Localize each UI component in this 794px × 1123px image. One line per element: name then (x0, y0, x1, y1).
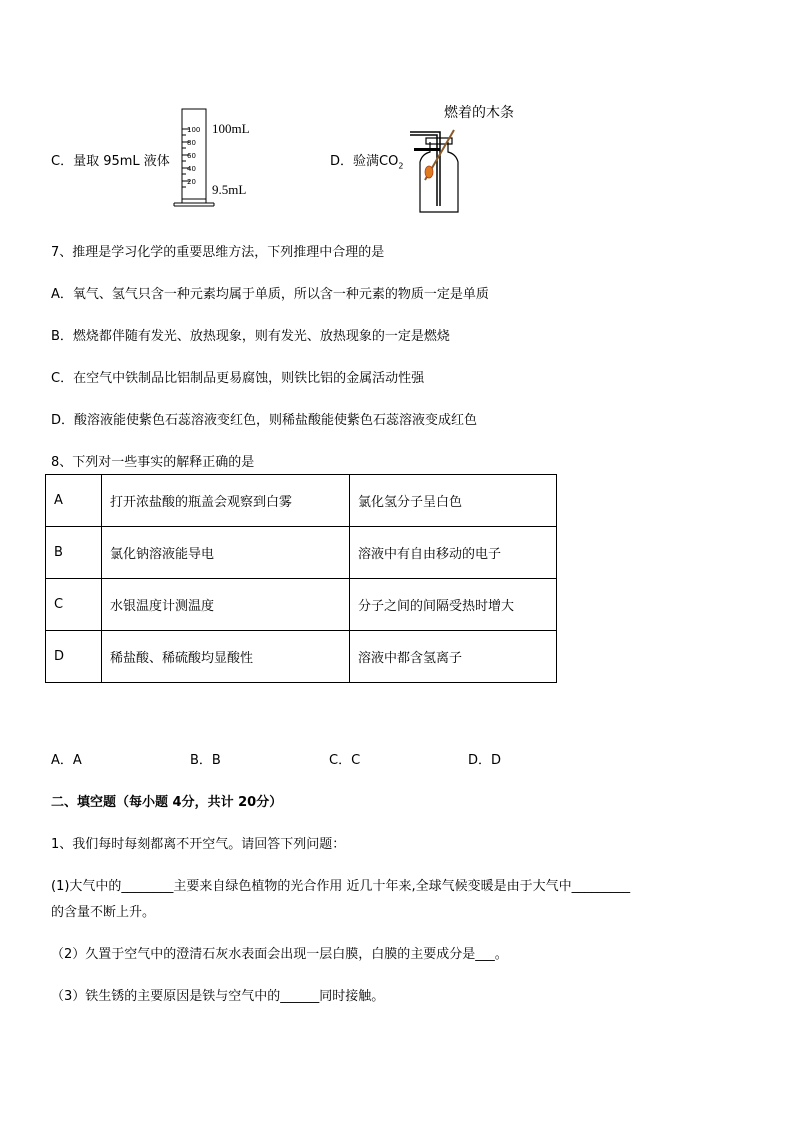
option-d-text (330, 150, 403, 171)
table-row (46, 527, 557, 579)
section-heading: 二、填空题（每小题 4分，共计 20分） (51, 795, 283, 810)
gas-collection-bottle-figure (400, 120, 480, 220)
cylinder-capacity-label: 100mL (212, 121, 250, 136)
fill1-stem: 1、我们每时每刻都离不开空气。请回答下列问题： (51, 837, 346, 852)
tick-label: 100 (187, 126, 201, 134)
table-row (46, 579, 557, 631)
table-cell: A (46, 475, 102, 527)
cylinder-reading-label: 9.5mL (212, 182, 247, 197)
q7-option-c: C．在空气中铁制品比铝制品更易腐蚀，则铁比铝的金属活动性强 (51, 371, 425, 386)
table-cell: 水银温度计测温度 (102, 579, 350, 631)
cylinder-tick-labels (187, 124, 200, 189)
table-cell: B (46, 527, 102, 579)
table-cell: 氯化氢分子呈白色 (350, 475, 557, 527)
table-cell: 打开浓盐酸的瓶盖会观察到白雾 (102, 475, 350, 527)
tick-label: 40 (187, 165, 196, 173)
q7-stem: 7、推理是学习化学的重要思维方法，下列推理中合理的是 (51, 245, 385, 260)
fill1-part3: （3）铁生锈的主要原因是铁与空气中的______同时接触。 (51, 989, 385, 1004)
option-d-label: D．验满CO (330, 154, 399, 169)
q7-option-d: D．酸溶液能使紫色石蕊溶液变红色，则稀盐酸能使紫色石蕊溶液变成红色 (51, 413, 478, 428)
q8-choice-a: A．A (51, 753, 82, 768)
table-row (46, 475, 557, 527)
q7-option-b: B．燃烧都伴随有发光、放热现象，则有发光、放热现象的一定是燃烧 (51, 329, 450, 344)
tick-label: 80 (187, 139, 196, 147)
table-row (46, 631, 557, 683)
tick-label: 20 (187, 178, 196, 186)
q8-choice-d: D．D (468, 753, 502, 768)
table-cell: 氯化钠溶液能导电 (102, 527, 350, 579)
table-cell: 溶液中都含氢离子 (350, 631, 557, 683)
option-c-text: C．量取 95mL 液体 (51, 154, 170, 169)
q8-choice-b: B．B (190, 753, 221, 768)
bottle-caption: 燃着的木条 (444, 105, 514, 121)
table-cell: C (46, 579, 102, 631)
table-cell: D (46, 631, 102, 683)
q8-stem: 8、下列对一些事实的解释正确的是 (51, 455, 255, 470)
q8-facts-table (45, 474, 557, 683)
table-cell: 溶液中有自由移动的电子 (350, 527, 557, 579)
table-cell: 稀盐酸、稀硫酸均显酸性 (102, 631, 350, 683)
option-d-subscript: 2 (398, 161, 404, 171)
fill1-part1-line2: 的含量不断上升。 (51, 905, 156, 920)
fill1-part1-line1: (1)大气中的________主要来自绿色植物的光合作用 近几十年来,全球气候变暖是由于大气中_________ (51, 879, 631, 894)
fill1-part2: （2）久置于空气中的澄清石灰水表面会出现一层白膜，白膜的主要成分是___。 (51, 947, 508, 962)
q8-choice-c: C．C (329, 753, 361, 768)
q7-option-a: A．氧气、氢气只含一种元素均属于单质，所以含一种元素的物质一定是单质 (51, 287, 489, 302)
tick-label: 60 (187, 152, 196, 160)
table-cell: 分子之间的间隔受热时增大 (350, 579, 557, 631)
